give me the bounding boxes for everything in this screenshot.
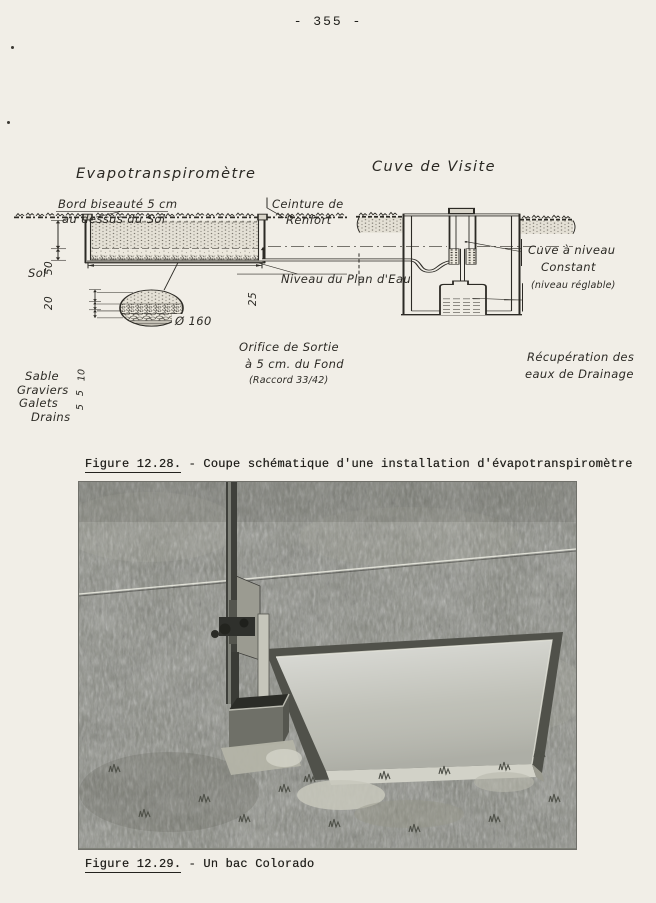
outlet-pipe [262, 260, 452, 271]
colorado-pan-photo [78, 481, 577, 850]
label-dim-25: 25 [247, 291, 260, 307]
left-diagram-title: Evapotranspiromètre [76, 166, 257, 182]
tank-soil-fill [87, 221, 265, 263]
label-recuperation-line2: eaux de Drainage [525, 367, 634, 381]
label-dim-50: 50 [43, 260, 56, 276]
legend-item-graviers: Graviers [17, 383, 69, 397]
legend-item-galets: Galets [19, 396, 59, 410]
label-dim-20: 20 [43, 295, 56, 311]
figure-12-29-caption [85, 857, 314, 871]
label-cuve-line1: Cuve à niveau [528, 243, 616, 257]
depth-dimension-lines [51, 221, 66, 261]
scan-speck [11, 46, 14, 49]
photo-artwork [79, 482, 576, 848]
pit-ground-right [520, 215, 575, 233]
label-ceinture-line2: Renfort [286, 213, 332, 227]
label-ceinture-line1: Ceinture de [272, 197, 344, 211]
schematic-drawing [0, 190, 656, 448]
label-diameter: Ø 160 [172, 314, 215, 328]
figure-12-28-label: Figure 12.28. [85, 457, 182, 471]
label-orifice-line2: à 5 cm. du Fond [245, 357, 344, 371]
figure-12-29-label: Figure 12.29. [85, 857, 182, 871]
label-bord-biseaute-line1: Bord biseauté 5 cm [58, 197, 178, 211]
legend-item-sable: Sable [25, 369, 59, 383]
drainage-container [440, 281, 486, 315]
figure-12-28-text: - Coupe schématique d'une installation d'évapotranspiromètre [188, 457, 633, 471]
legend-dim-5a: 5 [75, 389, 87, 397]
label-niveau-plan-eau: Niveau du Plan d'Eau [281, 272, 412, 286]
figure-12-29-text: - Un bac Colorado [188, 857, 315, 871]
figure-12-28-caption [85, 457, 633, 471]
label-recuperation-line1: Récupération des [527, 350, 635, 364]
page-number: - 355 - [293, 14, 363, 29]
label-sol: Sol [28, 266, 47, 280]
label-bord-biseaute-line2: au dessus du Sol [62, 212, 166, 226]
detail-leader-line [164, 263, 178, 291]
legend-dim-10: 10 [76, 368, 88, 382]
label-orifice-line3: (Raccord 33/42) [249, 375, 329, 386]
constant-level-tube [449, 215, 476, 283]
legend-dim-5b: 5 [75, 403, 87, 411]
label-cuve-line3: (niveau réglable) [531, 280, 616, 291]
legend-item-drains: Drains [31, 410, 71, 424]
label-orifice-line1: Orifice de Sortie [239, 340, 339, 354]
stilling-well [229, 706, 283, 748]
right-diagram-title: Cuve de Visite [372, 159, 496, 175]
label-cuve-line2: Constant [541, 260, 596, 274]
scan-speck [7, 121, 10, 124]
